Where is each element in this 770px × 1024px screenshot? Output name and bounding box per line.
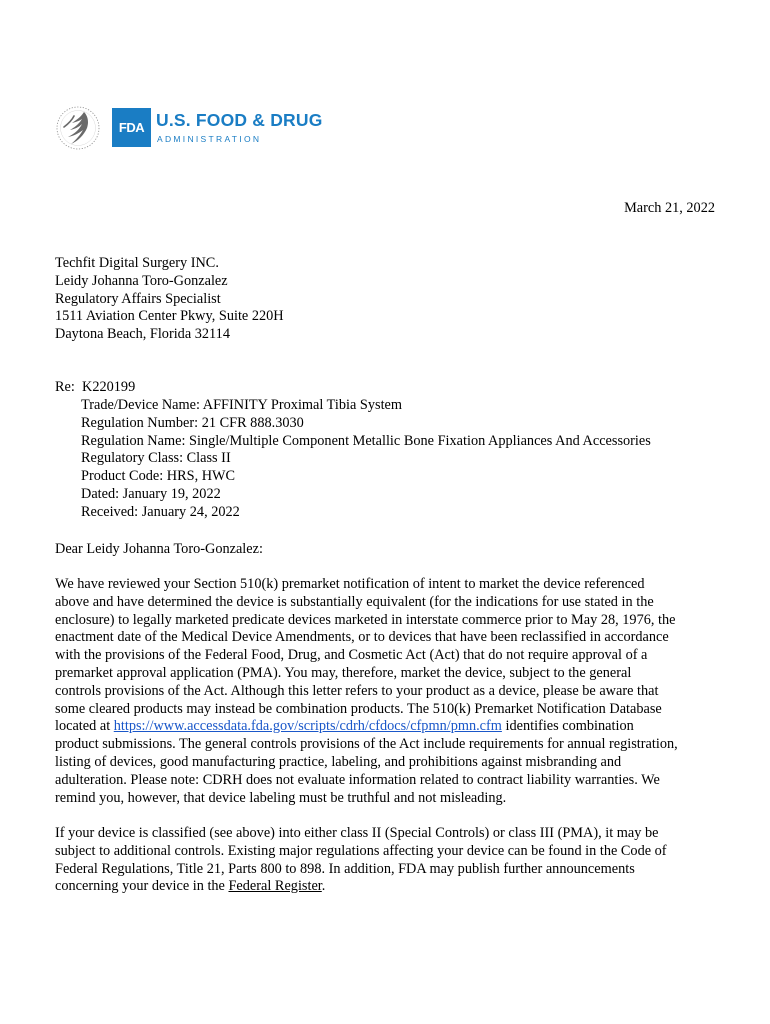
address-line: Daytona Beach, Florida 32114 [55,326,230,343]
fda-badge: FDA [112,108,151,147]
paragraph-line: with the provisions of the Federal Food, Drug, and Cosmetic Act (Act) that do not require approval of a [55,647,648,664]
link-suffix: identifies combination [501,718,634,735]
recipient-address [55,255,284,344]
paragraph-line: some cleared products may instead be combination products. The 510(k) Premarket Notification Database [55,700,662,717]
submission-number: K220199 [82,379,136,395]
salutation: Dear Leidy Johanna Toro-Gonzalez: [55,541,263,557]
federal-register-link[interactable]: Federal Register [228,878,322,895]
pmn-database-link[interactable]: https://www.accessdata.fda.gov/scripts/cdrh/cfdocs/cfpmn/pmn.cfm [113,718,502,735]
address-line: Techfit Digital Surgery INC. [55,255,219,271]
paragraph-line-with-link [55,878,667,896]
link-prefix: concerning your device in the [55,878,229,895]
paragraph-line: Federal Regulations, Title 21, Parts 800 to 898. In addition, FDA may publish further announcements [55,860,635,877]
address-line: Regulatory Affairs Specialist [55,290,221,307]
re-line [55,379,135,397]
address-line: Leidy Johanna Toro-Gonzalez [55,272,228,289]
paragraph-line: controls provisions of the Act. Although this letter refers to your product as a device, please be aware that [55,682,659,699]
hhs-seal-icon [54,104,102,152]
paragraph-line: listing of devices, good manufacturing practice, labeling, and prohibitions against misbranding and [55,753,622,770]
agency-sub: ADMINISTRATION [157,134,262,144]
re-detail-line: Product Code: HRS, HWC [81,468,236,485]
paragraph-line: If your device is classified (see above) into either class II (Special Controls) or class III (PMA), it may be [55,825,659,841]
link-suffix: . [321,878,326,895]
body-paragraph-2 [55,825,667,896]
re-detail-line: Received: January 24, 2022 [81,503,240,520]
body-paragraph-1 [55,576,678,807]
re-details [81,397,651,522]
re-detail-line: Dated: January 19, 2022 [81,485,221,502]
paragraph-line: subject to additional controls. Existing major regulations affecting your device can be found in the Code of [55,842,667,859]
paragraph-line: We have reviewed your Section 510(k) premarket notification of intent to market the device referenced [55,576,645,592]
address-line: 1511 Aviation Center Pkwy, Suite 220H [55,308,284,325]
paragraph-line: above and have determined the device is substantially equivalent (for the indications for use stated in the [55,593,654,610]
link-prefix: located at [55,718,114,735]
re-detail-line: Trade/Device Name: AFFINITY Proximal Tibia System [81,397,403,413]
letter-date: March 21, 2022 [624,200,715,216]
re-label: Re: [55,379,75,395]
paragraph-line: premarket approval application (PMA). You may, therefore, market the device, subject to the general [55,664,632,681]
re-detail-line: Regulatory Class: Class II [81,450,231,467]
re-detail-line: Regulation Name: Single/Multiple Component Metallic Bone Fixation Appliances And Accessories [81,432,651,449]
paragraph-line: adulteration. Please note: CDRH does not evaluate information related to contract liability warranties. We [55,771,660,788]
paragraph-line: enactment date of the Medical Device Amendments, or to devices that have been reclassified in accordance [55,629,669,646]
agency-name: U.S. FOOD & DRUG [156,110,323,130]
paragraph-line-with-link [55,718,678,736]
paragraph-line: enclosure) to legally marketed predicate devices marketed in interstate commerce prior to May 28, 1976, the [55,611,676,628]
paragraph-line: product submissions. The general controls provisions of the Act include requirements for annual registration, [55,736,678,753]
fda-letterhead-logo [54,104,323,156]
re-detail-line: Regulation Number: 21 CFR 888.3030 [81,414,304,431]
paragraph-line: remind you, however, that device labeling must be truthful and not misleading. [55,789,507,806]
